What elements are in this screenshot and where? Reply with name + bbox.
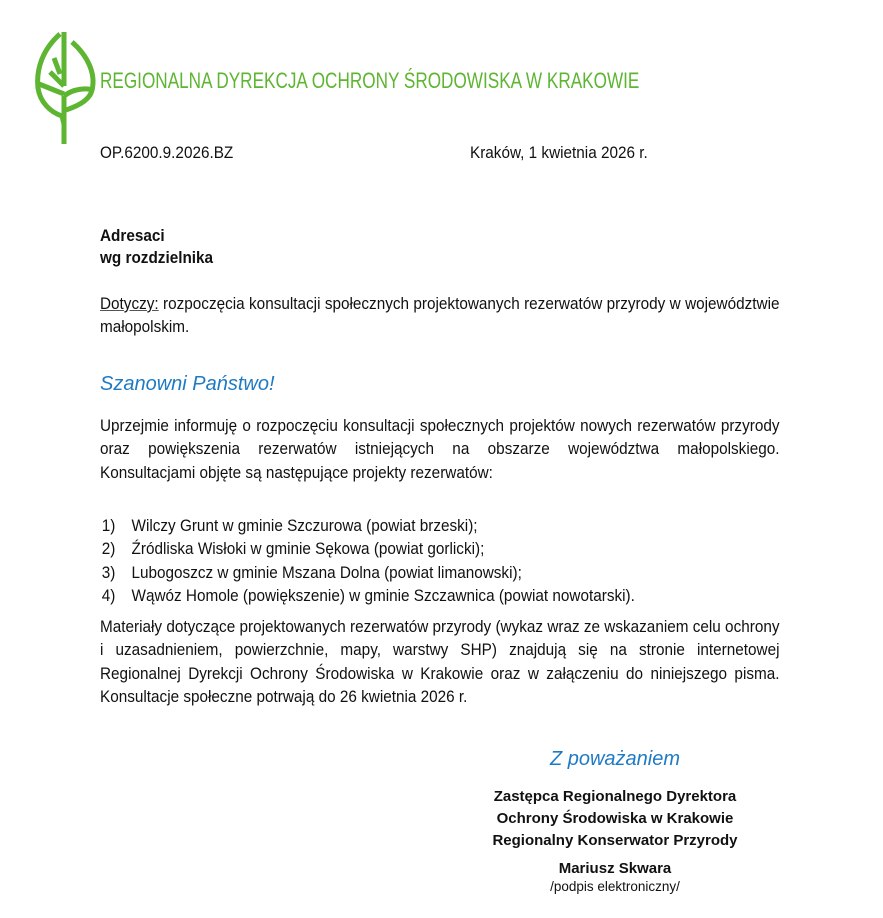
signature-note: /podpis elektroniczny/ <box>550 879 680 894</box>
list-item-number: 1) <box>101 516 116 535</box>
place-date: Kraków, 1 kwietnia 2026 r. <box>470 143 648 162</box>
list-item <box>100 561 635 584</box>
materials-paragraph: Materiały dotyczące projektowanych rezerwatów przyrody (wykaz wraz ze wskazaniem celu ochrony i uzasadnieniem, powierzchnie, mapy, warstwy SHP) znajdują się na stronie internetowej Regionalnej Dyrekcji Ochrony Środowiska w Krakowie oraz w załączeniu do niniejszego pisma. Konsultacje społeczne potrwają do 26 kwietnia 2026 r. <box>100 617 780 706</box>
signatory-title-line-1: Zastępca Regionalnego Dyrektora <box>493 788 737 805</box>
list-item-text: Lubogoszcz w gminie Mszana Dolna (powiat limanowski); <box>131 562 522 582</box>
signatory-title-line-3: Regionalny Konserwator Przyrody <box>492 832 738 849</box>
subject <box>100 292 780 339</box>
closing: Z poważaniem <box>549 748 681 770</box>
leaf-icon <box>34 28 98 144</box>
signatory-name: Mariusz Skwara <box>558 860 672 877</box>
project-list <box>100 514 635 607</box>
list-item-number: 3) <box>101 562 116 582</box>
organization-name: REGIONALNA DYREKCJA OCHRONY ŚRODOWISKA W KRAKOWIE <box>100 68 640 93</box>
list-item <box>100 537 635 560</box>
recipients <box>100 225 213 269</box>
list-item <box>100 514 635 537</box>
subject-text: rozpoczęcia konsultacji społecznych projektowanych rezerwatów przyrody w województwie małopolskim. <box>100 294 780 337</box>
list-item <box>100 584 635 607</box>
signatory-title <box>420 786 810 852</box>
list-item-number: 2) <box>101 539 116 559</box>
subject-label: Dotyczy: <box>100 294 159 313</box>
list-item-text: Wąwóz Homole (powiększenie) w gminie Szczawnica (powiat nowotarski). <box>131 585 635 605</box>
signatory-title-line-2: Ochrony Środowiska w Krakowie <box>496 810 734 827</box>
list-item-number: 4) <box>101 585 116 605</box>
reference-number: OP.6200.9.2026.BZ <box>100 143 234 162</box>
intro-paragraph: Uprzejmie informuję o rozpoczęciu konsultacji społecznych projektów nowych rezerwatów przyrody oraz powiększenia rezerwatów istniejących na obszarze województwa małopolskiego. Konsultacjami objęte są następujące projekty rezerwatów: <box>100 416 780 482</box>
list-item-text: Źródliska Wisłoki w gminie Sękowa (powiat gorlicki); <box>131 539 485 559</box>
list-item-text: Wilczy Grunt w gminie Szczurowa (powiat brzeski); <box>131 516 478 535</box>
recipients-line-2: wg rozdzielnika <box>100 248 214 267</box>
recipients-line-1: Adresaci <box>100 226 165 245</box>
greeting: Szanowni Państwo! <box>100 373 275 395</box>
